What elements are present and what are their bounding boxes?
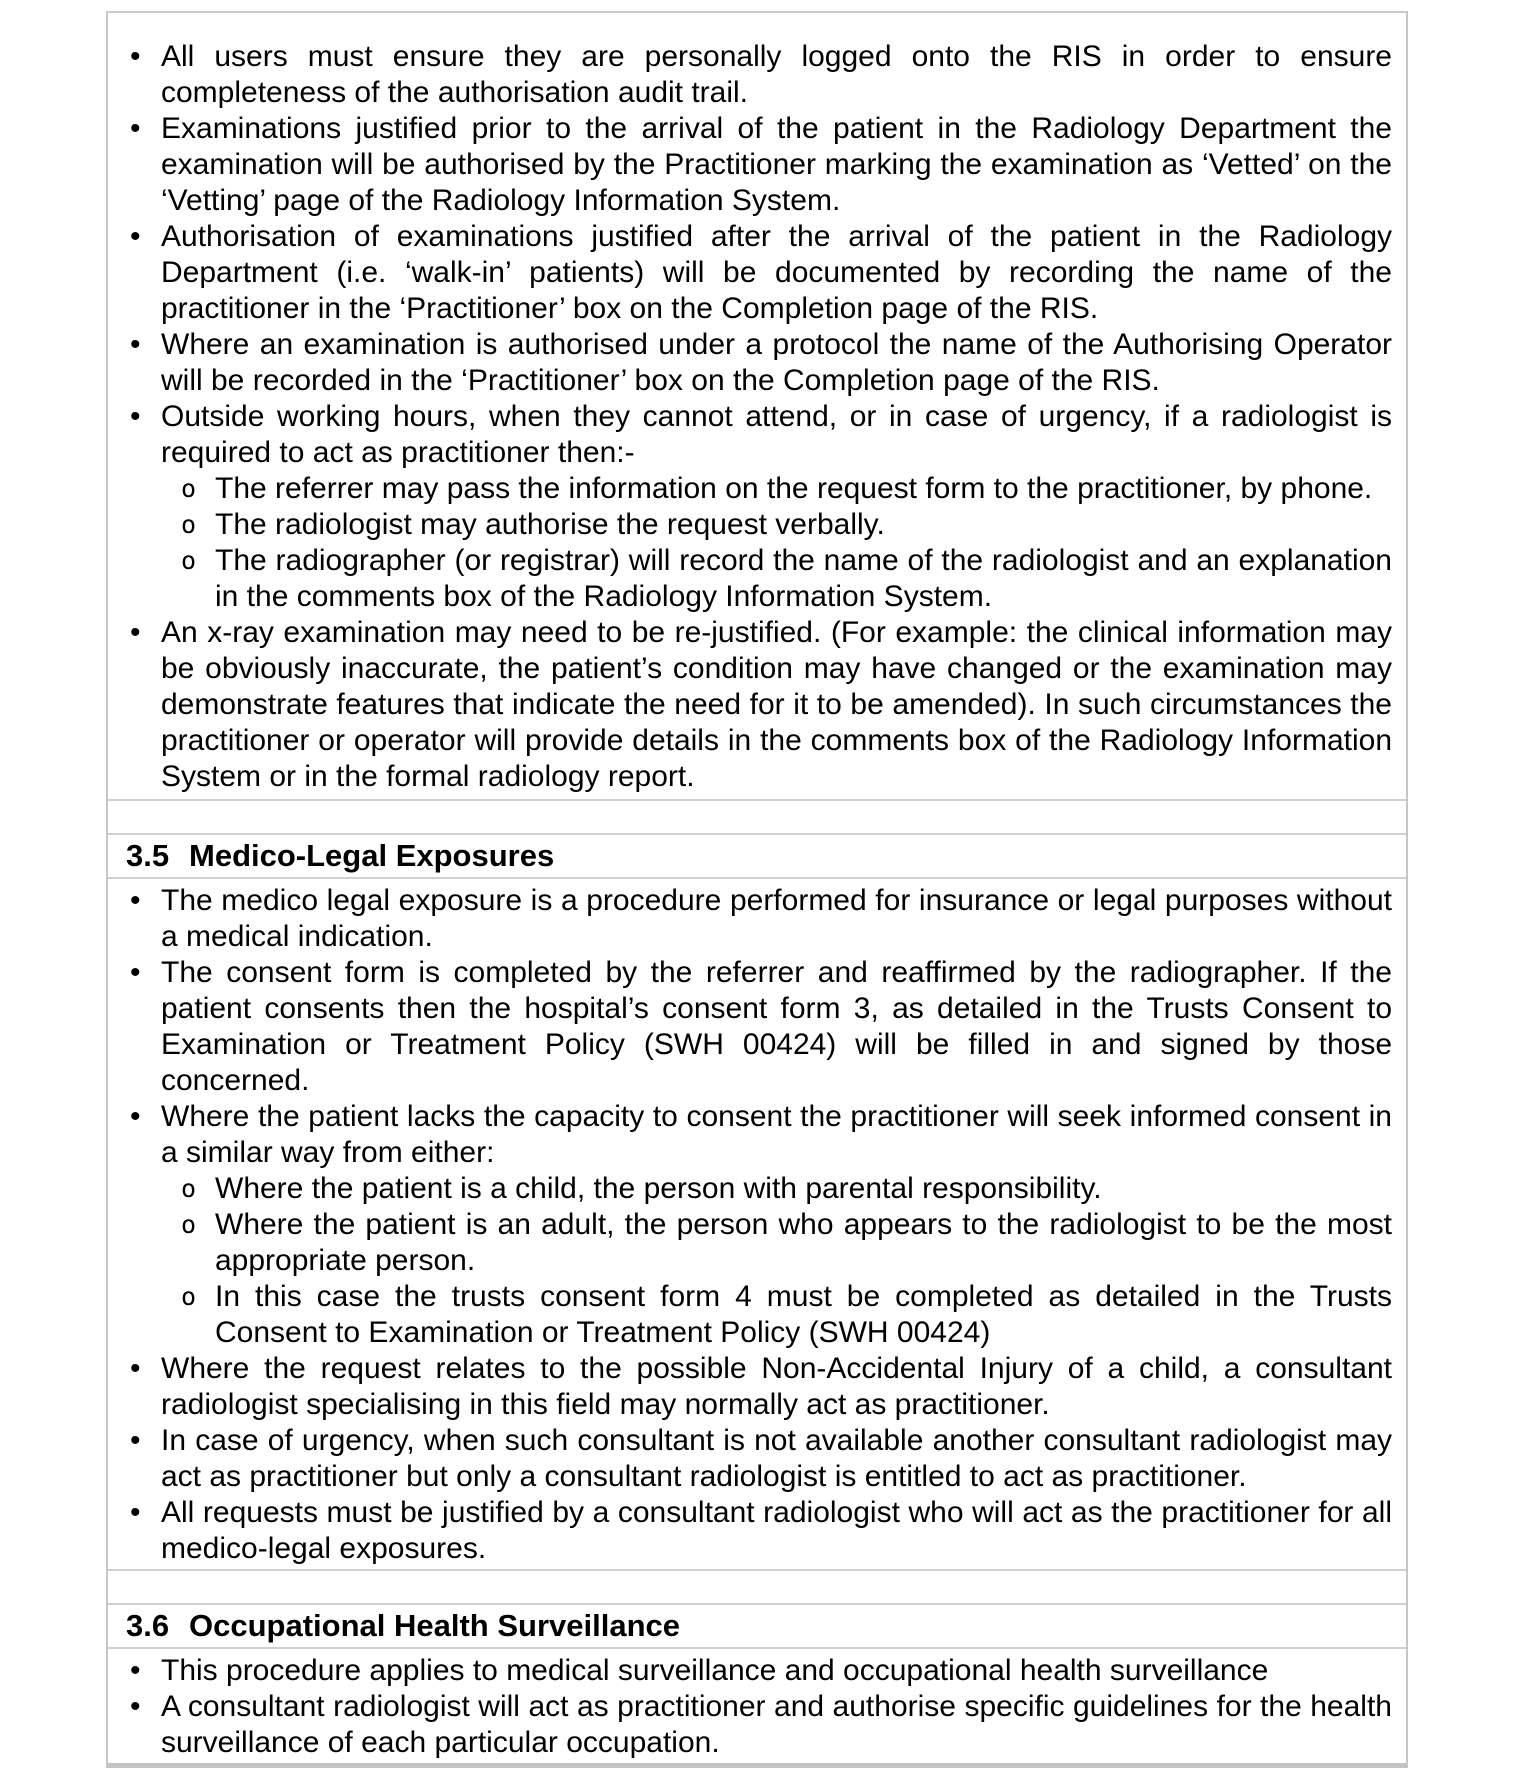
bullet-text: A consultant radiologist will act as practitioner and authorise specific guidelines for the health surveillance of each particular occupation.: [161, 1690, 1392, 1759]
bullet-icon: •: [130, 328, 141, 361]
bullet-text: All users must ensure they are personally logged onto the RIS in order to ensure completeness of the authorisation audit trail.: [161, 40, 1392, 109]
bullet-item: [130, 399, 1392, 471]
sub-bullet-text: The radiologist may authorise the request verbally.: [215, 508, 885, 541]
spacer-row: [108, 801, 1406, 835]
circle-bullet-icon: o: [181, 510, 197, 539]
circle-bullet-icon: o: [181, 1210, 197, 1239]
sub-bullet-item: [181, 543, 1392, 615]
bullet-icon: •: [130, 1424, 141, 1457]
bullet-text: Where the request relates to the possible Non-Accidental Injury of a child, a consultant radiologist specialising in this field may normally act as practitioner.: [161, 1352, 1392, 1421]
sub-bullet-text: Where the patient is an adult, the person who appears to the radiologist to be the most appropriate person.: [215, 1208, 1392, 1277]
circle-bullet-icon: o: [181, 546, 197, 575]
bullet-text: In case of urgency, when such consultant is not available another consultant radiologist may act as practitioner but only a consultant radiologist is entitled to act as practitioner.: [161, 1424, 1392, 1493]
bullet-text: The medico legal exposure is a procedure performed for insurance or legal purposes without a medical indication.: [161, 884, 1392, 953]
bullet-text: Where an examination is authorised under a protocol the name of the Authorising Operator will be recorded in the ‘Practitioner’ box on the Completion page of the RIS.: [161, 328, 1392, 397]
bullet-icon: •: [130, 884, 141, 917]
bullet-text: Where the patient lacks the capacity to consent the practitioner will seek informed consent in a similar way from either:: [161, 1100, 1392, 1169]
bullet-item: [130, 1351, 1392, 1423]
bullet-item: [130, 615, 1392, 795]
sub-bullet-item: [181, 507, 1392, 543]
bullet-text: An x-ray examination may need to be re-justified. (For example: the clinical information may be obviously inaccurate, the patient’s condition may have changed or the examination may demonstrate features that indicate the need for it to be amended). In such circumstances the practitioner or operator will provide details in the comments box of the Radiology Information System or in the formal radiology report.: [161, 616, 1392, 793]
bullet-text: Authorisation of examinations justified after the arrival of the patient in the Radiology Department (i.e. ‘walk-in’ patients) will be documented by recording the name of the practitioner in the ‘Practitioner’ box on the Completion page of the RIS.: [161, 220, 1392, 325]
bullet-item: [130, 1653, 1392, 1689]
bullet-text: This procedure applies to medical surveillance and occupational health surveillance: [161, 1654, 1269, 1687]
sub-bullet-item: [181, 471, 1392, 507]
bullet-icon: •: [130, 1352, 141, 1385]
bullet-list-medico-legal: [108, 879, 1406, 1571]
bullet-text: The consent form is completed by the referrer and reaffirmed by the radiographer. If the patient consents then the hospital’s consent form 3, as detailed in the Trusts Consent to Examination or Treatment Policy (SWH 00424) will be filled in and signed by those concerned.: [161, 956, 1392, 1097]
bullet-icon: •: [130, 1690, 141, 1723]
bullet-list-authorisation: [108, 13, 1406, 801]
circle-bullet-icon: o: [181, 1282, 197, 1311]
section-number: 3.5: [126, 838, 170, 873]
section-heading-3-6: [108, 1605, 1406, 1649]
bullet-icon: •: [130, 956, 141, 989]
bullet-text: Examinations justified prior to the arrival of the patient in the Radiology Department the examination will be authorised by the Practitioner marking the examination as ‘Vetted’ on the ‘Vetting’ page of the Radiology Information System.: [161, 112, 1392, 217]
spacer-row: [108, 1571, 1406, 1605]
bullet-item: [130, 219, 1392, 327]
bullet-icon: •: [130, 616, 141, 649]
bullet-icon: •: [130, 40, 141, 73]
bullet-item: [130, 111, 1392, 219]
section-title: Occupational Health Surveillance: [189, 1608, 680, 1643]
bullet-item: [130, 955, 1392, 1099]
bullet-text: Outside working hours, when they cannot attend, or in case of urgency, if a radiologist is required to act as practitioner then:-: [161, 400, 1392, 469]
bullet-icon: •: [130, 112, 141, 145]
bullet-item: [130, 1495, 1392, 1567]
bullet-icon: •: [130, 1496, 141, 1529]
bullet-list-occupational-health: [108, 1649, 1406, 1763]
section-number: 3.6: [126, 1608, 170, 1643]
sub-bullet-text: Where the patient is a child, the person with parental responsibility.: [215, 1172, 1102, 1205]
bullet-item: [130, 39, 1392, 111]
bullet-text: All requests must be justified by a consultant radiologist who will act as the practitioner for all medico-legal exposures.: [161, 1496, 1392, 1565]
sub-bullet-item: [181, 1207, 1392, 1279]
policy-table: [106, 11, 1408, 1768]
bullet-item: [130, 883, 1392, 955]
sub-bullet-text: In this case the trusts consent form 4 must be completed as detailed in the Trusts Consent to Examination or Treatment Policy (SWH 00424): [215, 1280, 1392, 1349]
bullet-icon: •: [130, 400, 141, 433]
circle-bullet-icon: o: [181, 474, 197, 503]
bullet-icon: •: [130, 1654, 141, 1687]
section-heading-3-5: [108, 835, 1406, 879]
sub-bullet-text: The radiographer (or registrar) will record the name of the radiologist and an explanation in the comments box of the Radiology Information System.: [215, 544, 1392, 613]
bullet-item: [130, 1423, 1392, 1495]
bullet-icon: •: [130, 220, 141, 253]
sub-bullet-text: The referrer may pass the information on the request form to the practitioner, by phone.: [215, 472, 1373, 505]
sub-bullet-item: [181, 1279, 1392, 1351]
bullet-item: [130, 327, 1392, 399]
bullet-icon: •: [130, 1100, 141, 1133]
sub-bullet-item: [181, 1171, 1392, 1207]
bullet-item: [130, 1099, 1392, 1171]
bullet-item: [130, 1689, 1392, 1761]
section-title: Medico-Legal Exposures: [189, 838, 555, 873]
circle-bullet-icon: o: [181, 1174, 197, 1203]
